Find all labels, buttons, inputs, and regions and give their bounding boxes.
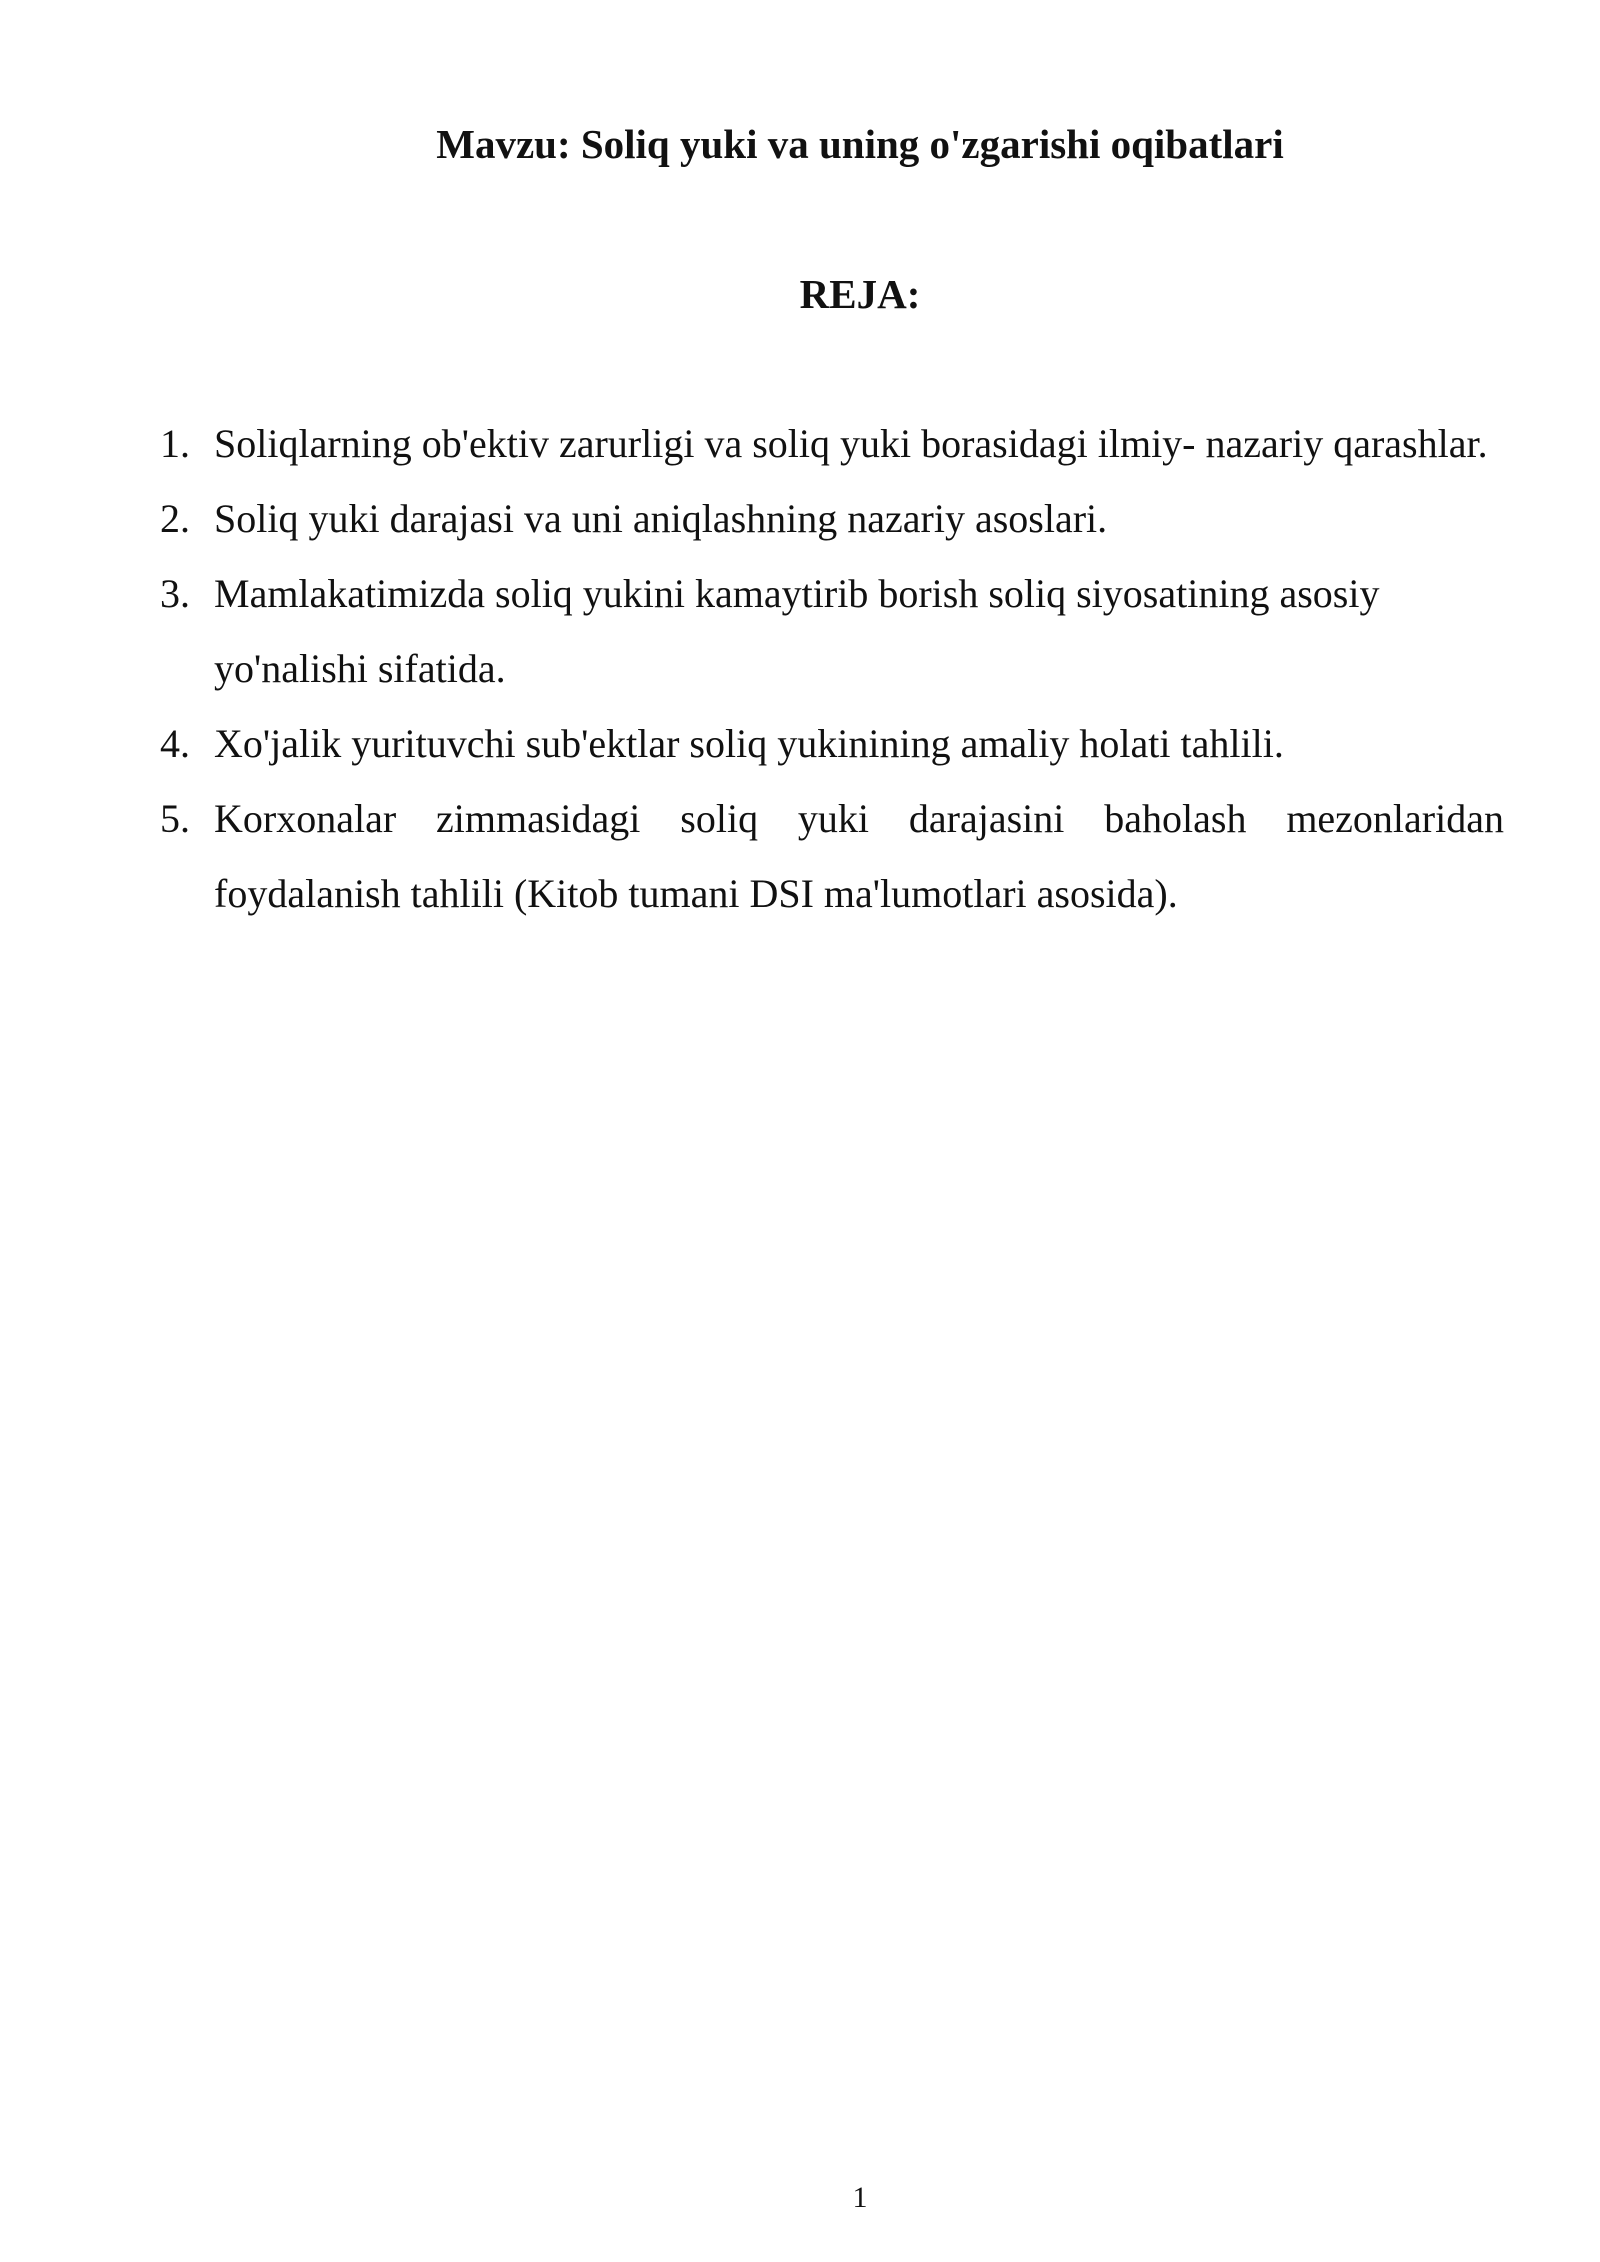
plan-item-5 [160,781,1504,931]
plan-item-text: Mamlakatimizda soliq yukini kamaytirib borish soliq siyosatining asosiy yo'nalishi sifatida. [214,571,1380,691]
plan-item-3 [160,556,1504,706]
plan-item-number: 5. [160,796,190,841]
plan-item-number: 3. [160,571,190,616]
page-title: Mavzu: Soliq yuki va uning o'zgarishi oqibatlari [436,121,1284,167]
plan-list [160,406,1504,931]
plan-item-2 [160,481,1504,556]
plan-item-number: 2. [160,496,190,541]
plan-item-text: Korxonalar zimmasidagi soliq yuki darajasini baholash mezonlaridan foydalanish tahlili (Kitob tumani DSI ma'lumotlari asosida). [214,796,1504,916]
plan-item-number: 4. [160,721,190,766]
plan-item-1 [160,406,1504,481]
plan-item-text: Soliqlarning ob'ektiv zarurligi va soliq yuki borasidagi ilmiy- nazariy qarashlar. [214,421,1488,466]
plan-item-text: Xo'jalik yurituvchi sub'ektlar soliq yukinining amaliy holati tahlili. [214,721,1284,766]
plan-item-4 [160,706,1504,781]
page-number: 1 [852,2181,868,2214]
plan-heading: REJA: [799,271,921,317]
plan-item-text: Soliq yuki darajasi va uni aniqlashning nazariy asoslari. [214,496,1108,541]
plan-item-number: 1. [160,421,190,466]
